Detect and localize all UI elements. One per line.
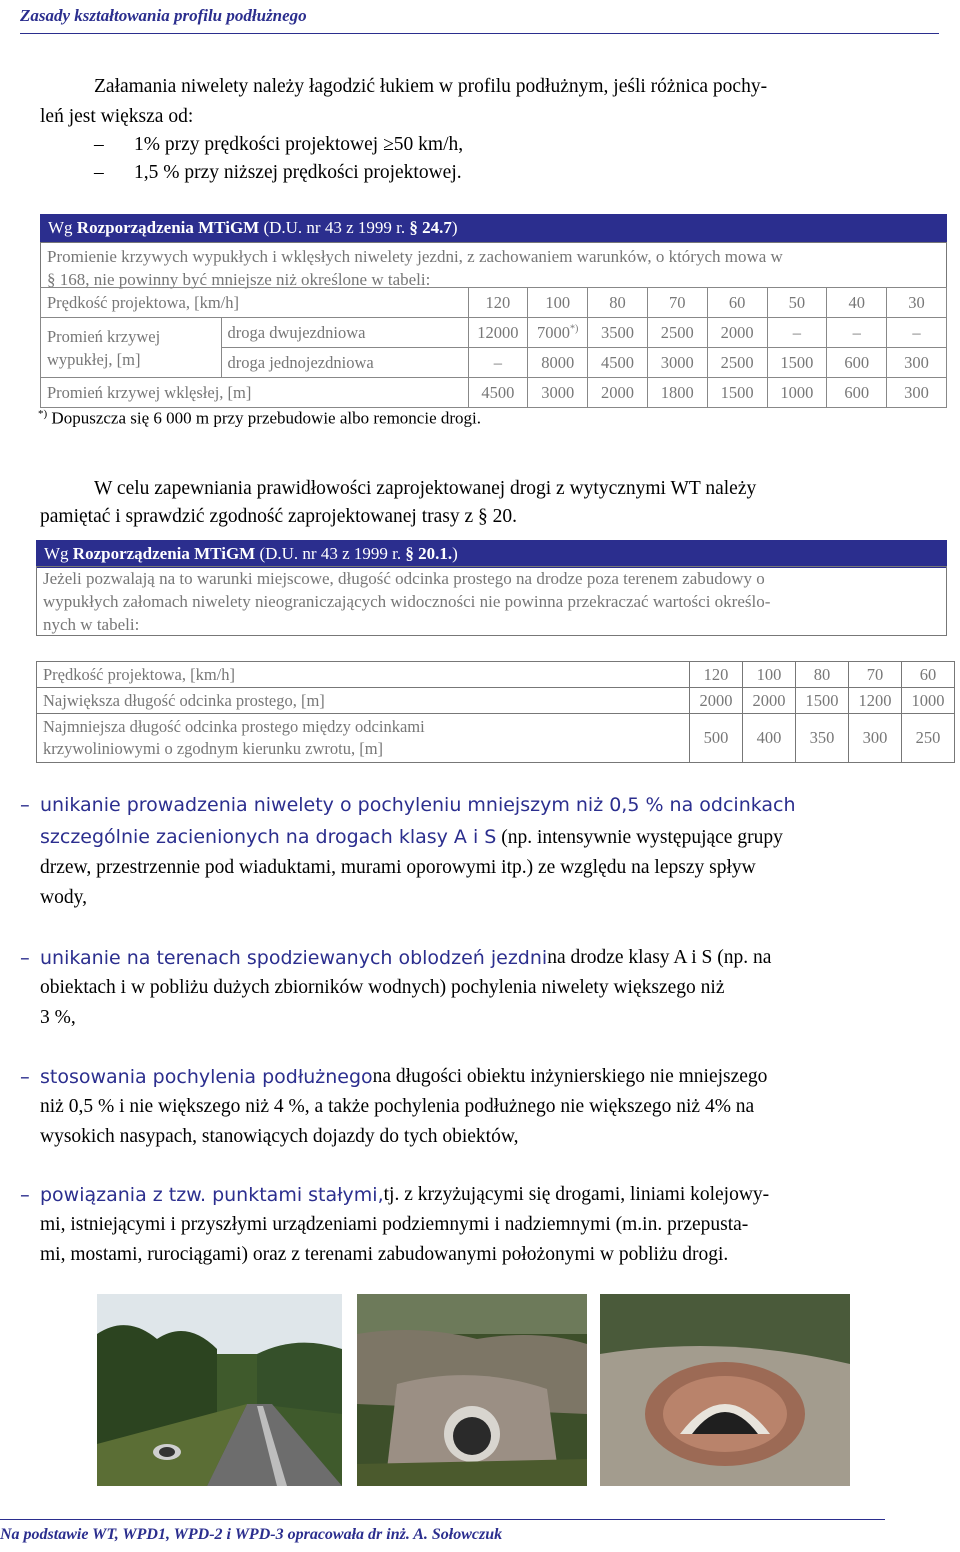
regulation-1-line-2: § 168, nie powinny być mniejsze niż określone w tabeli: bbox=[47, 270, 431, 289]
dual-label: droga dwujezdniowa bbox=[221, 318, 468, 348]
cell: 70 bbox=[849, 662, 902, 688]
speed-label: Prędkość projektowa, [km/h] bbox=[41, 288, 469, 318]
cell: 3000 bbox=[647, 348, 707, 378]
bullet-4-highlight: powiązania z tzw. punktami stałymi, bbox=[40, 1184, 384, 1206]
min-label-line-2: krzywoliniowymi o zgodnym kierunku zwrotu, [m] bbox=[43, 739, 384, 758]
min-label-line-1: Najmniejsza długość odcinka prostego między odcinkami bbox=[43, 717, 425, 736]
photo-culvert-pipe bbox=[357, 1294, 587, 1486]
bullet-3-line-3: wysokich nasypach, stanowiących dojazdy do tych obiektów, bbox=[40, 1126, 519, 1147]
cell: 70 bbox=[647, 288, 707, 318]
cell: 4500 bbox=[588, 348, 648, 378]
cell: 12000 bbox=[468, 318, 528, 348]
bullet-1-line-4: wody, bbox=[40, 887, 87, 908]
head-end: ) bbox=[452, 544, 458, 563]
cell: 350 bbox=[796, 714, 849, 763]
cell: 120 bbox=[468, 288, 528, 318]
cell: 1800 bbox=[647, 378, 707, 408]
head-paragraph: § 20.1. bbox=[405, 544, 453, 563]
bullet-3 bbox=[20, 1062, 767, 1152]
cell: 120 bbox=[690, 662, 743, 688]
head-bold: Rozporządzenia MTiGM bbox=[72, 544, 256, 563]
cell: 300 bbox=[887, 378, 947, 408]
head-mid: (D.U. nr 43 z 1999 r. bbox=[255, 544, 406, 563]
cell: 60 bbox=[902, 662, 955, 688]
cell: 50 bbox=[767, 288, 827, 318]
bullet-3-rest: na długości obiektu inżynierskiego nie mniejszego bbox=[372, 1066, 768, 1087]
para2-line-1: W celu zapewniania prawidłowości zaprojektowanej drogi z wytycznymi WT należy bbox=[94, 478, 757, 499]
cell: – bbox=[827, 318, 887, 348]
cell: 2000 bbox=[707, 318, 767, 348]
max-label: Największa długość odcinka prostego, [m] bbox=[37, 688, 690, 714]
head-bold: Rozporządzenia MTiGM bbox=[76, 218, 260, 237]
cell: 2000 bbox=[743, 688, 796, 714]
table-row bbox=[37, 662, 955, 688]
cell: 400 bbox=[743, 714, 796, 763]
footnote-mark: *) bbox=[570, 323, 579, 334]
bullet-2-line-2: obiektach i w pobliżu dużych zbiorników wodnych) pochylenia niwelety większego niż bbox=[40, 977, 725, 998]
bullet-1-highlight-2: szczególnie zacienionych na drogach klasy A i S bbox=[40, 826, 497, 848]
cell: 500 bbox=[690, 714, 743, 763]
header-title: Zasady kształtowania profilu podłużnego bbox=[20, 6, 307, 25]
convex-label: Promień krzywej wypukłej, [m] bbox=[41, 318, 222, 378]
dash: – bbox=[94, 134, 104, 155]
cell: – bbox=[887, 318, 947, 348]
footer-text: Na podstawie WT, WPD1, WPD-2 i WPD-3 opracowała dr inż. A. Sołowczuk bbox=[0, 1526, 503, 1543]
bullet-3-line-2: niż 0,5 % i nie większego niż 4 %, a także pochylenia podłużnego nie większego niż 4% na bbox=[40, 1096, 755, 1117]
regulation-2-line-3: nych w tabeli: bbox=[43, 615, 140, 634]
cell: 3000 bbox=[528, 378, 588, 408]
table-row bbox=[41, 288, 947, 318]
regulation-2-line-1: Jeżeli pozwalają na to warunki miejscowe, długość odcinka prostego na drodze poza terenem zabudowy o bbox=[43, 569, 765, 588]
cell: 80 bbox=[796, 662, 849, 688]
bullet-4 bbox=[20, 1180, 769, 1270]
bullet-2-line-3: 3 %, bbox=[40, 1007, 76, 1028]
cell: 8000 bbox=[528, 348, 588, 378]
bullet-3-highlight: stosowania pochylenia podłużnego bbox=[40, 1066, 373, 1088]
cell: 80 bbox=[588, 288, 648, 318]
footnote-mark: *) bbox=[38, 408, 48, 420]
cell: – bbox=[767, 318, 827, 348]
head-prefix: Wg bbox=[48, 218, 77, 237]
speed-label: Prędkość projektowa, [km/h] bbox=[37, 662, 690, 688]
intro-item-2 bbox=[94, 158, 462, 188]
bullet-1-rest: (np. intensywnie występujące grupy bbox=[496, 827, 783, 848]
cell: 1500 bbox=[767, 348, 827, 378]
straight-section-table bbox=[36, 661, 955, 763]
cell: 1500 bbox=[707, 378, 767, 408]
bullet-2-highlight: unikanie na terenach spodziewanych oblodzeń jezdni bbox=[40, 947, 548, 969]
intro-item-2-text: 1,5 % przy niższej prędkości projektowej. bbox=[134, 162, 462, 183]
dash: – bbox=[20, 1065, 30, 1088]
cell: 1000 bbox=[767, 378, 827, 408]
table-row bbox=[41, 318, 947, 348]
cell: 2500 bbox=[647, 318, 707, 348]
cell: 300 bbox=[849, 714, 902, 763]
bullet-2-rest: na drodze klasy A i S (np. na bbox=[547, 947, 772, 968]
intro-item-1 bbox=[94, 130, 463, 160]
regulation-header-1 bbox=[40, 214, 947, 242]
cell: 300 bbox=[887, 348, 947, 378]
footnote bbox=[38, 408, 481, 429]
intro-item-1-text: 1% przy prędkości projektowej ≥50 km/h, bbox=[134, 134, 464, 155]
bullet-1-line-3: drzew, przestrzennie pod wiaduktami, murami oporowymi itp.) ze względu na lepszy spływ bbox=[40, 857, 756, 878]
intro-line-2: leń jest większa od: bbox=[40, 106, 194, 127]
cell: 1200 bbox=[849, 688, 902, 714]
cell: 600 bbox=[827, 378, 887, 408]
cell: – bbox=[468, 348, 528, 378]
cell: 100 bbox=[743, 662, 796, 688]
head-paragraph: § 24.7 bbox=[409, 218, 452, 237]
bullet-4-line-2: mi, istniejącymi i przyszłymi urządzeniami podziemnymi i nadziemnymi (m.in. przepusta- bbox=[40, 1214, 749, 1235]
cell: 1000 bbox=[902, 688, 955, 714]
table-row bbox=[41, 378, 947, 408]
footer-rule bbox=[0, 1519, 885, 1520]
cell: 100 bbox=[528, 288, 588, 318]
cell: 2000 bbox=[588, 378, 648, 408]
regulation-2-line-2: wypukłych załomach niwelety nieograniczających widoczności nie powinna przekraczać wartości określo- bbox=[43, 592, 771, 611]
header-rule bbox=[20, 33, 939, 34]
table-row bbox=[37, 688, 955, 714]
bullet-2 bbox=[20, 943, 771, 1033]
cell: 1500 bbox=[796, 688, 849, 714]
radius-table bbox=[40, 287, 947, 408]
photo-road-culvert bbox=[97, 1294, 342, 1486]
bullet-4-line-3: mi, mostami, rurociągami) oraz z terenami zabudowanymi położonymi w pobliżu drogi. bbox=[40, 1244, 729, 1265]
footnote-text: Dopuszcza się 6 000 m przy przebudowie albo remoncie drogi. bbox=[51, 408, 482, 428]
bullet-4-rest: tj. z krzyżującymi się drogami, liniami kolejowy- bbox=[383, 1184, 770, 1205]
concave-label: Promień krzywej wklęsłej, [m] bbox=[41, 378, 469, 408]
head-end: ) bbox=[451, 218, 458, 237]
regulation-text-2 bbox=[36, 566, 947, 636]
cell-value: 7000 bbox=[537, 322, 571, 342]
regulation-header-2 bbox=[36, 540, 947, 568]
cell: 4500 bbox=[468, 378, 528, 408]
intro-line-1: Załamania niwelety należy łagodzić łukiem w profilu podłużnym, jeśli różnica pochy- bbox=[94, 76, 768, 97]
regulation-text-1 bbox=[40, 242, 947, 288]
photo-stone-headwall bbox=[600, 1294, 850, 1486]
bullet-1-highlight: unikanie prowadzenia niwelety o pochyleniu mniejszym niż 0,5 % na odcinkach bbox=[40, 794, 796, 816]
regulation-1-line-1: Promienie krzywych wypukłych i wklęsłych niwelety jezdni, z zachowaniem warunków, o których mowa w bbox=[47, 247, 783, 266]
dash: – bbox=[20, 946, 30, 969]
bullet-1 bbox=[20, 790, 796, 913]
cell bbox=[528, 318, 588, 348]
head-prefix: Wg bbox=[44, 544, 73, 563]
cell: 3500 bbox=[588, 318, 648, 348]
table-row bbox=[37, 714, 955, 763]
cell: 2000 bbox=[690, 688, 743, 714]
cell: 2500 bbox=[707, 348, 767, 378]
min-label bbox=[37, 714, 690, 763]
dash: – bbox=[20, 793, 30, 816]
cell: 40 bbox=[827, 288, 887, 318]
head-mid: (D.U. nr 43 z 1999 r. bbox=[259, 218, 410, 237]
single-label: droga jednojezdniowa bbox=[221, 348, 468, 378]
para2-line-2: pamiętać i sprawdzić zgodność zaprojektowanej trasy z § 20. bbox=[40, 506, 518, 527]
dash: – bbox=[20, 1183, 30, 1206]
cell: 30 bbox=[887, 288, 947, 318]
cell: 600 bbox=[827, 348, 887, 378]
cell: 60 bbox=[707, 288, 767, 318]
dash: – bbox=[94, 162, 104, 183]
cell: 250 bbox=[902, 714, 955, 763]
